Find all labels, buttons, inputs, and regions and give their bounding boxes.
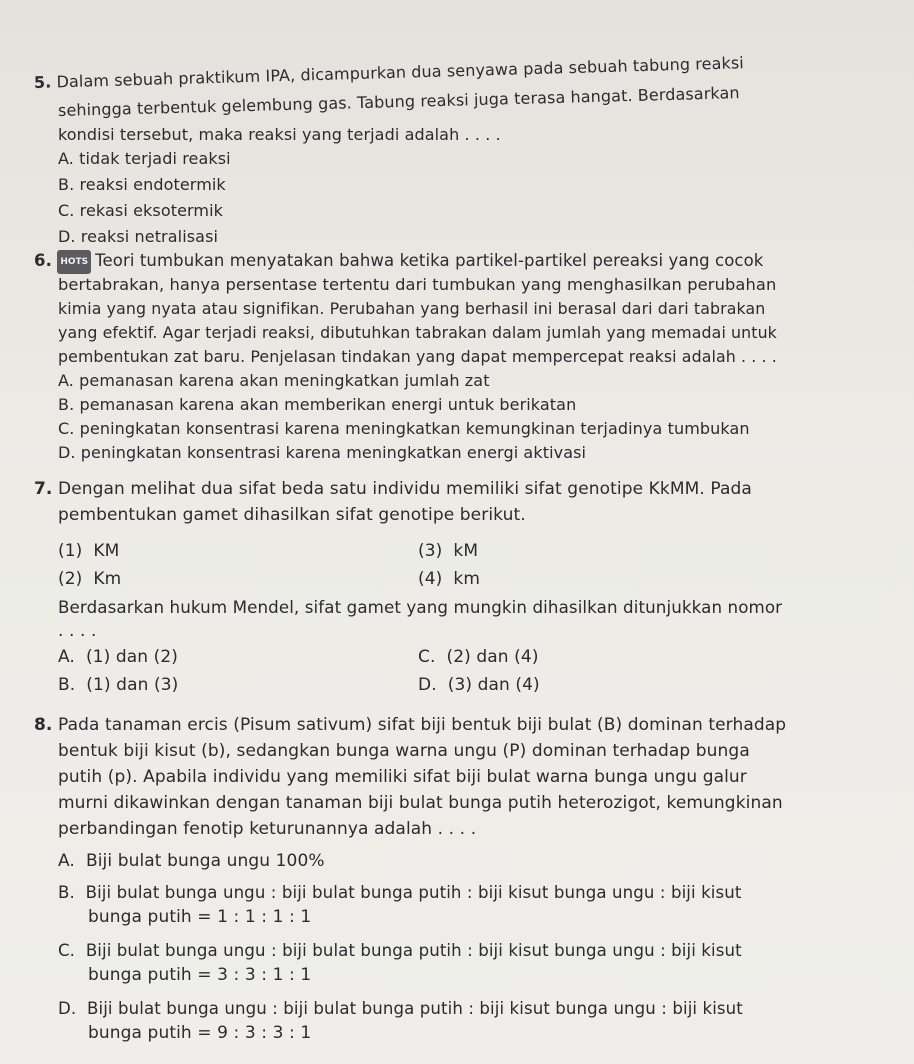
option-d [58,442,586,464]
option-text: peningkatan konsentrasi karena meningkatkan energi aktivasi [80,443,587,462]
item-label: (2) [58,569,83,589]
option-c [58,200,223,222]
item-text: km [453,569,481,589]
option-text: pemanasan karena akan memberikan energi untuk berikatan [79,395,577,414]
question-text-line: bentuk biji kisut (b), sedangkan bunga warna ungu (P) dominan terhadap bunga [58,741,750,761]
question-text-line: pembentukan zat baru. Penjelasan tindakan yang dapat mempercepat reaksi adalah . . . . [58,347,777,366]
option-c-ratio: bunga putih = 3 : 3 : 1 : 1 [88,965,312,985]
genotype-item [58,540,119,562]
question-text-line: Dalam sebuah praktikum IPA, dicampurkan dua senyawa pada sebuah tabung reaksi [56,53,745,92]
option-letter: D. [58,999,77,1018]
item-text: kM [453,541,479,561]
question-text-line: murni dikawinkan dengan tanaman biji bulat bunga putih heterozigot, kemungkinan [58,793,783,813]
genotype-item [418,568,480,590]
option-text: Biji bulat bunga ungu : biji bulat bunga putih : biji kisut bunga ungu : biji kisut [85,941,742,960]
option-text: tidak terjadi reaksi [79,149,231,168]
question-text-line: yang efektif. Agar terjadi reaksi, dibutuhkan tabrakan dalam jumlah yang memadai untuk [58,323,777,342]
option-letter: C. [58,201,75,220]
option-letter: B. [58,675,76,695]
question-text-line: bertabrakan, hanya persentase tertentu dari tumbukan yang menghasilkan perubahan [58,275,777,294]
option-d [418,674,540,696]
option-letter: A. [58,371,74,390]
option-text: (1) dan (2) [85,647,179,667]
option-letter: A. [58,149,74,168]
item-text: Km [93,569,122,589]
option-b [58,674,178,696]
question-text-line: Teori tumbukan menyatakan bahwa ketika partikel-partikel pereaksi yang cocok [95,251,764,270]
option-letter: C. [418,647,436,667]
question-number: 8. [34,715,53,735]
option-text: rekasi eksotermik [79,201,224,220]
option-b [58,882,742,904]
option-text: Biji bulat bunga ungu : biji bulat bunga putih : biji kisut bunga ungu : biji kisut [87,999,743,1018]
hots-badge: HOTS [57,250,91,274]
option-text: peningkatan konsentrasi karena meningkatkan kemungkinan terjadinya tumbukan [79,419,750,438]
question-number: 7. [34,479,53,499]
option-letter: D. [58,227,76,246]
item-label: (4) [418,569,443,589]
option-text: Biji bulat bunga ungu : biji bulat bunga putih : biji kisut bunga ungu : biji kisut [85,883,742,902]
question-number: 6. [34,251,52,270]
item-label: (3) [418,541,443,561]
option-b [58,174,226,196]
option-text: reaksi netralisasi [80,227,219,246]
option-a [58,850,325,872]
option-letter: C. [58,941,76,960]
question-6-stem [34,250,763,274]
option-d [58,998,743,1020]
question-text-line: Pada tanaman ercis (Pisum sativum) sifat biji bentuk biji bulat (B) dominan terhadap [58,715,787,735]
option-text: (1) dan (3) [86,675,179,695]
question-7-stem [34,478,752,500]
option-letter: A. [58,647,75,667]
option-text: (2) dan (4) [446,647,539,667]
question-text-line: putih (p). Apabila individu yang memiliki sifat biji bulat warna bunga ungu galur [58,767,747,787]
option-letter: A. [58,851,75,871]
option-b [58,394,576,416]
question-text-line: perbandingan fenotip keturunannya adalah . . . . [58,819,477,839]
item-label: (1) [58,541,83,561]
option-text: reaksi endotermik [79,175,226,194]
option-letter: D. [58,443,76,462]
question-number: 5. [33,72,52,92]
option-text: pemanasan karena akan meningkatkan jumlah zat [79,371,490,390]
option-b-ratio: bunga putih = 1 : 1 : 1 : 1 [88,907,312,927]
option-a [58,148,231,170]
question-text-line: . . . . [58,621,97,641]
question-text-line: kimia yang nyata atau signifikan. Perubahan yang berhasil ini berasal dari dari tabrakan [58,299,766,318]
option-text: Biji bulat bunga ungu 100% [85,851,325,871]
genotype-item [58,568,121,590]
option-c [58,418,750,440]
option-c [418,646,539,668]
option-letter: B. [58,883,75,902]
option-letter: D. [418,675,437,695]
question-text-line: kondisi tersebut, maka reaksi yang terjadi adalah . . . . [58,125,501,144]
question-text-line: Berdasarkan hukum Mendel, sifat gamet yang mungkin dihasilkan ditunjukkan nomor [58,597,783,617]
question-8-stem [34,714,786,736]
option-text: (3) dan (4) [447,675,540,695]
option-letter: B. [58,395,75,414]
option-c [58,940,742,962]
genotype-item [418,540,478,562]
question-text-line: Dengan melihat dua sifat beda satu individu memiliki sifat genotipe KkMM. Pada [58,479,752,499]
option-letter: B. [58,175,75,194]
question-text-line: sehingga terbentuk gelembung gas. Tabung reaksi juga terasa hangat. Berdasarkan [57,83,740,120]
option-a [58,646,178,668]
option-d [58,226,218,248]
item-text: KM [93,541,120,561]
question-text-line: pembentukan gamet dihasilkan sifat genotipe berikut. [58,505,526,525]
option-d-ratio: bunga putih = 9 : 3 : 3 : 1 [88,1023,312,1043]
option-letter: C. [58,419,75,438]
option-a [58,370,490,392]
